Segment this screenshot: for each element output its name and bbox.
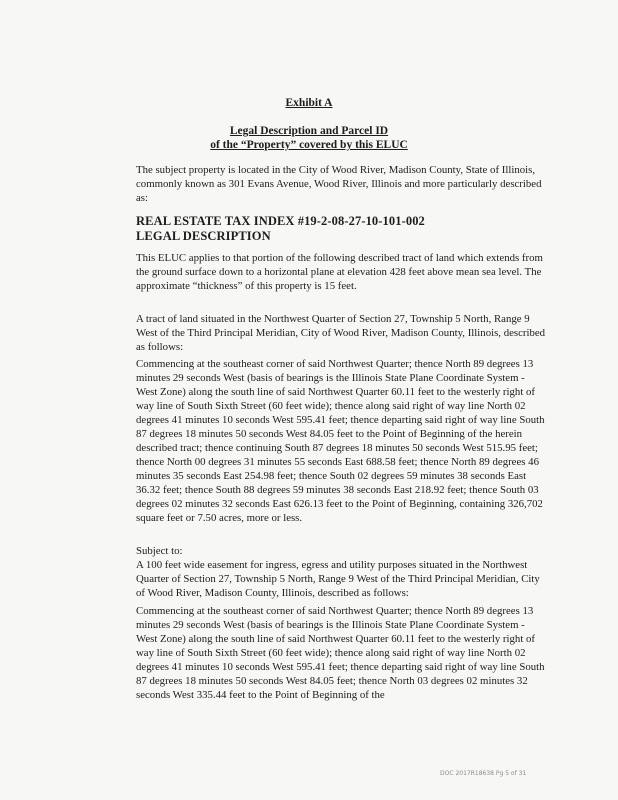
tract-paragraph: A tract of land situated in the Northwest Quarter of Section 27, Township 5 North, Range 9 West of the Third Principal Meridian, City of Wood River, Madison County, Illinois, described as follows:: [136, 313, 546, 353]
tax-index-block: [136, 214, 425, 243]
intro-paragraph: The subject property is located in the City of Wood River, Madison County, State of Illinois, commonly known as 301 Evans Avenue, Wood River, Illinois and more particularly described as:: [136, 164, 542, 204]
subject-to-label: Subject to:: [136, 545, 183, 557]
eluc-paragraph: This ELUC applies to that portion of the following described tract of land which extends from the ground surface down to a horizontal plane at elevation 428 feet above mean sea level. The approximate “thickness” of this property is 15 feet.: [136, 252, 543, 292]
easement-paragraph: A 100 feet wide easement for ingress, egress and utility purposes situated in the Northwest Quarter of Section 27, Township 5 North, Range 9 West of the Third Principal Meridian, City of Wood River, Madison County, Illinois, described as follows:: [136, 559, 540, 599]
commencing-paragraph-2: Commencing at the southeast corner of said Northwest Quarter; thence North 89 degrees 13 minutes 29 seconds West (basis of bearings is the Illinois State Plane Coordinate System - West Zone) along the south line of said Northwest Quarter 60.11 feet to the westerly right of way line of South Sixth Street (60 feet wide); thence along said right of way line North 02 degrees 41 minutes 10 seconds West 595.41 feet; thence departing said right of way line South 87 degrees 18 minutes 50 seconds West 84.05 feet; thence North 03 degrees 02 minutes 32 seconds West 335.44 feet to the Point of Beginning of the: [136, 605, 545, 701]
legal-description-heading: LEGAL DESCRIPTION: [136, 228, 271, 243]
document-stamp: DOC 2017R18638 Pg 5 of 31: [440, 770, 527, 777]
subject-to-block: [136, 544, 546, 600]
tax-index: REAL ESTATE TAX INDEX #19-2-08-27-10-101-002: [136, 214, 425, 228]
subtitle-line-1: Legal Description and Parcel ID: [229, 125, 389, 137]
subtitle-line-2: of the “Property” covered by this ELUC: [210, 139, 408, 151]
commencing-paragraph-1: Commencing at the southeast corner of said Northwest Quarter; thence North 89 degrees 13 minutes 29 seconds West (basis of bearings is the Illinois State Plane Coordinate System - West Zone) along the south line of said Northwest Quarter 60.11 feet to the westerly right of way line of South Sixth Street (60 feet wide); thence along said right of way line North 02 degrees 41 minutes 10 seconds West 595.41 feet; thence departing said right of way line South 87 degrees 18 minutes 50 seconds West 84.05 feet to the Point of Beginning of the herein described tract; thence continuing South 87 degrees 18 minutes 50 seconds West 515.95 feet; thence North 00 degrees 31 minutes 55 seconds East 688.58 feet; thence North 89 degrees 46 minutes 35 seconds East 254.98 feet; thence South 02 degrees 59 minutes 38 seconds East 36.32 feet; thence South 88 degrees 59 minutes 38 seconds East 218.92 feet; thence South 03 degrees 02 minutes 32 seconds East 626.13 feet to the Point of Beginning, containing 326,702 square feet or 7.50 acres, more or less.: [136, 358, 545, 524]
exhibit-title: Exhibit A: [285, 97, 333, 109]
